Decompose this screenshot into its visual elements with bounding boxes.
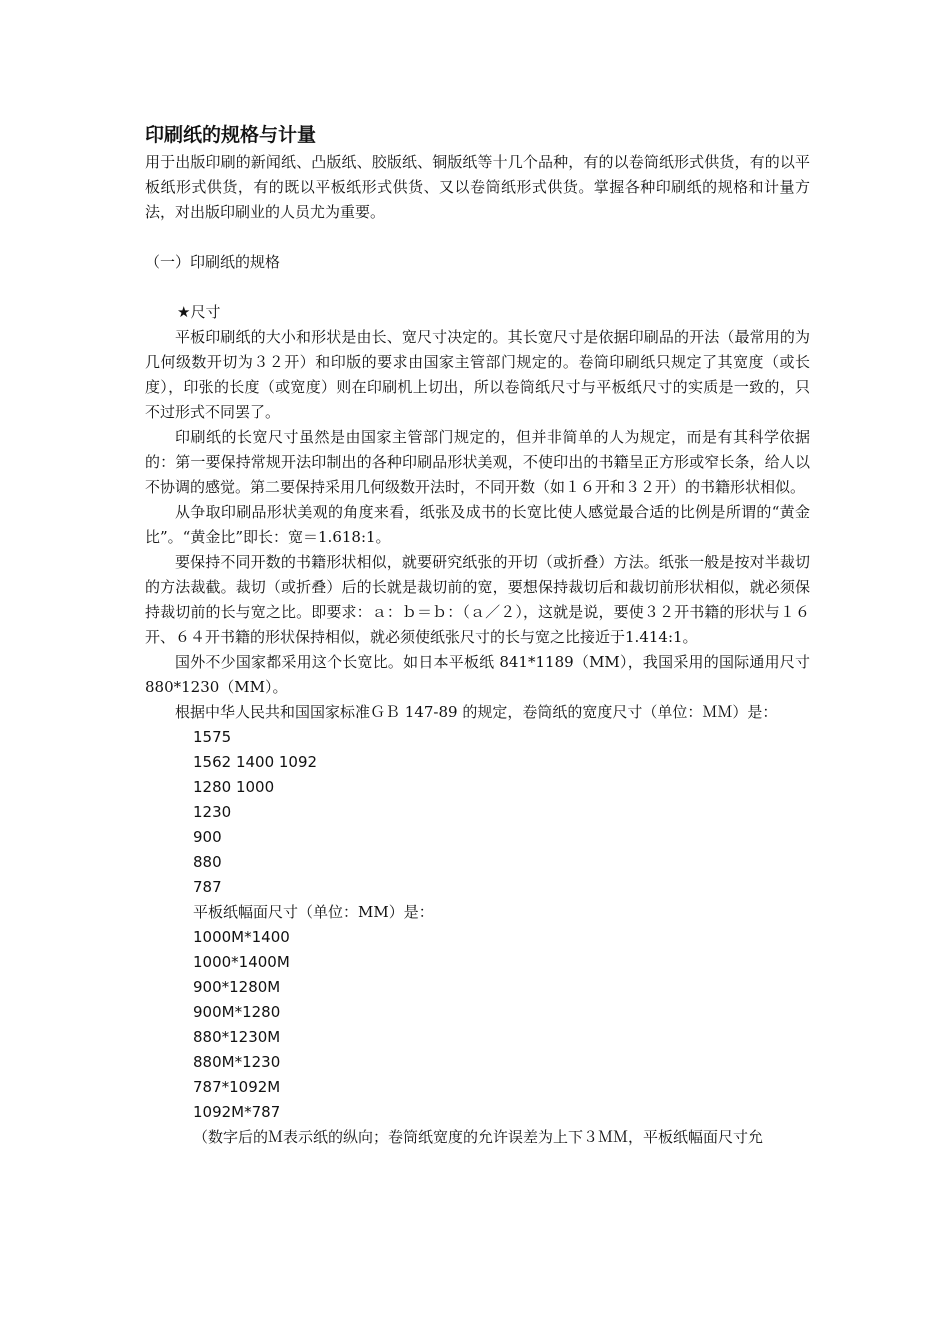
body-paragraph: 印刷纸的长宽尺寸虽然是由国家主管部门规定的，但并非简单的人为规定，而是有其科学依据的：第一要保持常规开法印制出的各种印刷品形状美观，不使印出的书籍呈正方形或窄长条，给人以不协调的感觉。第二要保持采用几何级数开法时，不同开数（如１６开和３２开）的书籍形状相似。 — [145, 428, 810, 496]
list-item: 900 — [193, 828, 222, 846]
list-item: 900*1280M — [193, 978, 281, 996]
list-item: 1000M*1400 — [193, 928, 290, 946]
sheet-size-list — [145, 925, 810, 1125]
list-item: 880M*1230 — [193, 1053, 281, 1071]
body-paragraph: 从争取印刷品形状美观的角度来看，纸张及成书的长宽比使人感觉最合适的比例是所谓的“黄金比”。“黄金比”即长：宽＝1.618:1。 — [145, 503, 810, 546]
body-paragraph: 根据中华人民共和国国家标准ＧＢ 147-89 的规定，卷筒纸的宽度尺寸（单位：ＭＭ）是： — [175, 703, 778, 721]
list-item: 787 — [193, 878, 222, 896]
section-heading: （一）印刷纸的规格 — [145, 253, 281, 271]
document-title: 印刷纸的规格与计量 — [145, 124, 317, 146]
list-item: 900M*1280 — [193, 1003, 281, 1021]
list-item: 1575 — [193, 728, 232, 746]
subsection-label: 尺寸 — [190, 303, 221, 321]
subsection-heading — [177, 300, 810, 325]
intro-paragraph: 用于出版印刷的新闻纸、凸版纸、胶版纸、铜版纸等十几个品种，有的以卷筒纸形式供货，有的以平板纸形式供货，有的既以平板纸形式供货、又以卷筒纸形式供货。掌握各种印刷纸的规格和计量方法，对出版印刷业的人员尤为重要。 — [145, 153, 810, 221]
list-item: 787*1092M — [193, 1078, 281, 1096]
body-paragraph: 平板印刷纸的大小和形状是由长、宽尺寸决定的。其长宽尺寸是依据印刷品的开法（最常用的为几何级数开切为３２开）和印版的要求由国家主管部门规定的。卷筒印刷纸只规定了其宽度（或长度），印张的长度（或宽度）则在印刷机上切出，所以卷筒纸尺寸与平板纸尺寸的实质是一致的，只不过形式不同罢了。 — [145, 328, 810, 421]
star-icon: ★ — [177, 303, 191, 321]
list-item: 1562 1400 1092 — [193, 753, 318, 771]
list-item: 1092M*787 — [193, 1103, 281, 1121]
list-item: 1230 — [193, 803, 232, 821]
list-item: 1000*1400M — [193, 953, 290, 971]
list-item: 880 — [193, 853, 222, 871]
note-text: （数字后的Ｍ表示纸的纵向；卷筒纸宽度的允许误差为上下３ＭＭ，平板纸幅面尺寸允 — [193, 1128, 764, 1146]
sheet-size-label: 平板纸幅面尺寸（单位：MM）是： — [193, 903, 434, 921]
document-page — [145, 122, 810, 1150]
list-item: 1280 1000 — [193, 778, 275, 796]
body-paragraph: 国外不少国家都采用这个长宽比。如日本平板纸 841*1189（MM），我国采用的国际通用尺寸 880*1230（MM）。 — [145, 653, 810, 696]
roll-width-list — [145, 725, 810, 900]
body-paragraph: 要保持不同开数的书籍形状相似，就要研究纸张的开切（或折叠）方法。纸张一般是按对半裁切的方法裁截。裁切（或折叠）后的长就是裁切前的宽，要想保持裁切后和裁切前形状相似，就必须保持裁切前的长与宽之比。即要求：ａ：ｂ＝ｂ：（ａ／２），这就是说，要使３２开书籍的形状与１６开、６４开书籍的形状保持相似，就必须使纸张尺寸的长与宽之比接近于1.414:1。 — [145, 553, 810, 646]
list-item: 880*1230M — [193, 1028, 281, 1046]
